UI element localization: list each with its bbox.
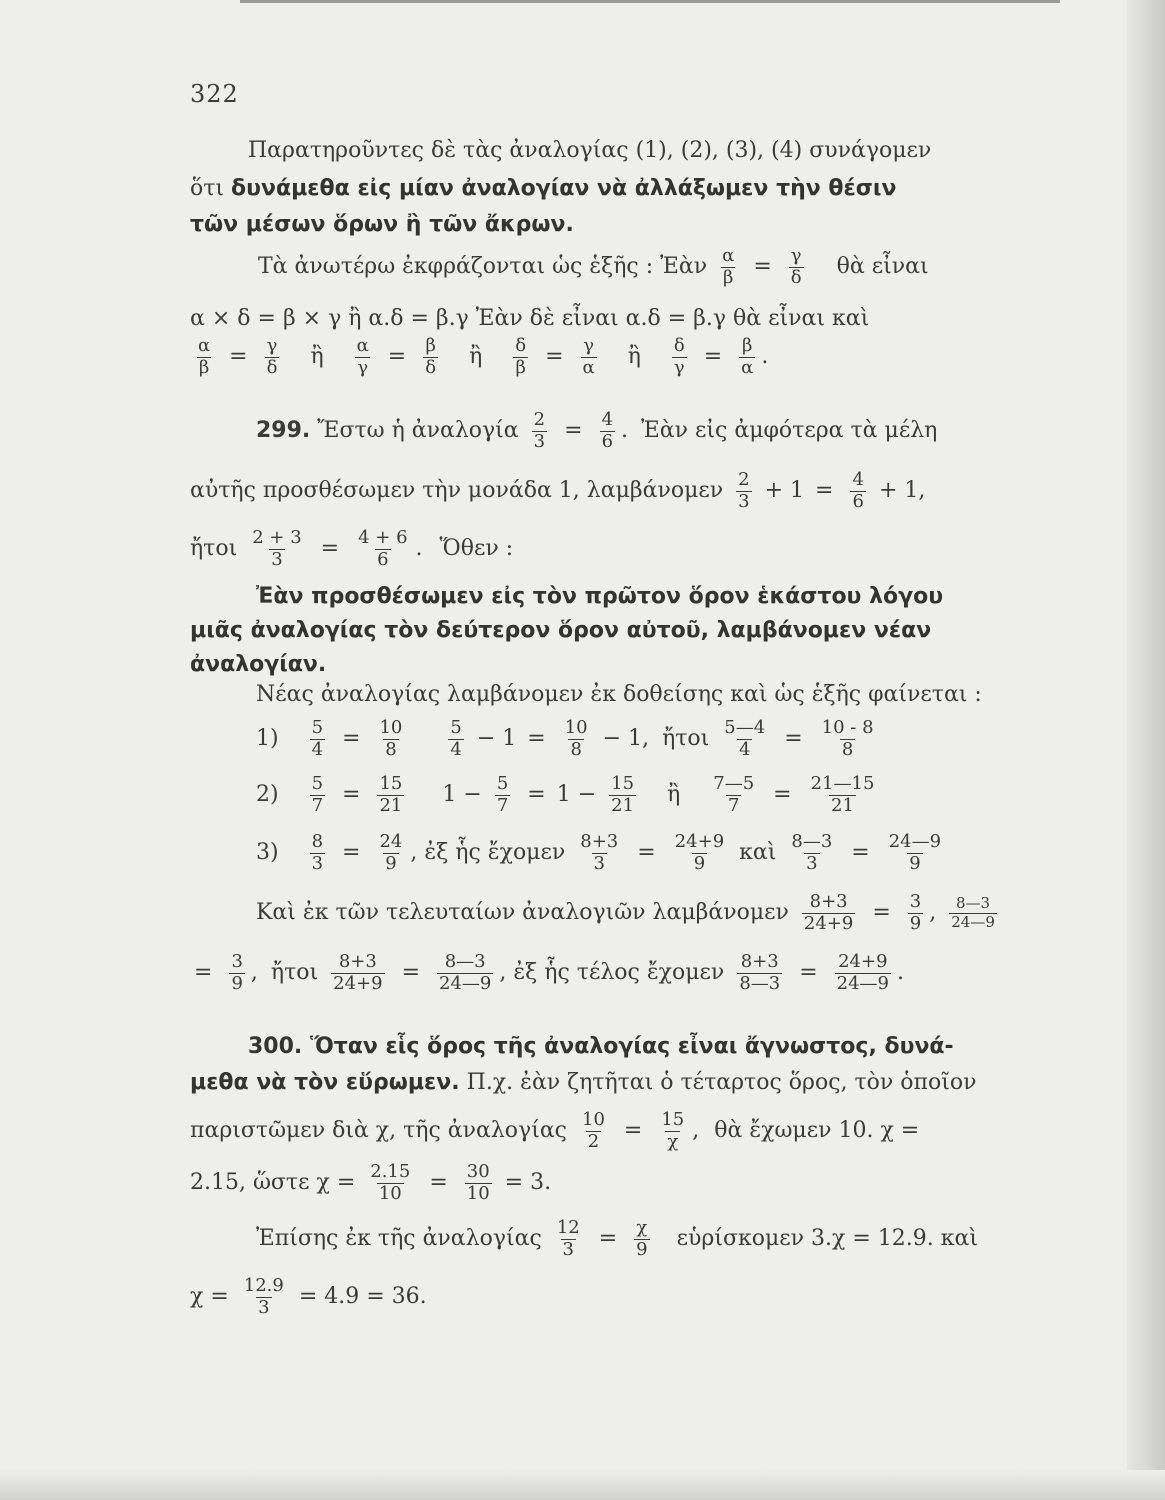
text: Τὰ ἀνωτέρω ἐκφράζονται ὡς ἑξῆς : Ἐὰν xyxy=(258,254,708,280)
fraction: $\frac{10}{8}$ xyxy=(379,717,403,760)
fraction: $\frac{10 - 8}{8}$ xyxy=(821,717,874,760)
paragraph-line: ἤτοι $\frac{2 + 3}{3}$ = $\frac{4 + 6}{6}$ . Ὅθεν : xyxy=(190,527,514,570)
fraction: $\frac{7—5}{7}$ xyxy=(713,773,755,816)
fraction: $\frac{8—3}{24—9}$ xyxy=(439,951,492,994)
paragraph-line: χ = $\frac{12.9}{3}$ = 4.9 = 36. xyxy=(190,1275,427,1318)
binding-shadow xyxy=(1127,0,1165,1500)
fraction: $\frac{3}{9}$ xyxy=(231,951,243,994)
fraction: $\frac{4}{6}$ xyxy=(852,469,864,512)
fraction: $\frac{\alpha}{\gamma}$ xyxy=(356,335,369,378)
fraction: $\frac{15}{21}$ xyxy=(379,773,403,816)
fraction: $\frac{24}{9}$ xyxy=(379,831,403,874)
case-3: 3) $\frac{8}{3}$ = $\frac{24}{9}$ , ἐξ ἧς ἔχομεν $\frac{8+3}{3}$ = $\frac{24+9}{9}$ καὶ $\frac{8—3}{3}$ = $\frac{24—9}{9}$ xyxy=(256,831,942,874)
fraction: $\frac{3}{9}$ xyxy=(909,891,922,934)
paragraph-line: παριστῶμεν διὰ χ, τῆς ἀναλογίας $\frac{10}{2}$ = $\frac{15}{\chi}$ , θὰ ἔχωμεν 10. χ = xyxy=(190,1109,920,1152)
fraction: $\frac{8+3}{3}$ xyxy=(580,831,619,874)
text: ὅτι xyxy=(190,176,225,201)
fraction: $\frac{10}{8}$ xyxy=(564,717,588,760)
fraction: $\frac{2 + 3}{3}$ xyxy=(252,527,302,570)
fraction: $\frac{5}{7}$ xyxy=(311,773,324,816)
fraction: $\frac{8+3}{24+9}$ xyxy=(333,951,383,994)
fraction: $\frac{10}{2}$ xyxy=(582,1109,605,1152)
paragraph-line: Παρατηρoῦντες δὲ τὰς ἀναλογίας (1), (2), (3), (4) συνάγομεν xyxy=(248,138,932,163)
fraction: $\frac{8}{3}$ xyxy=(311,831,324,874)
paragraph-line: αὐτῆς προσθέσωμεν τὴν μονάδα 1, λαμβάνομεν $\frac{2}{3}$ + 1 = $\frac{4}{6}$ + 1, xyxy=(190,469,926,512)
section-number: 300. xyxy=(248,1034,303,1059)
paragraph-line: 2.15, ὥστε χ = $\frac{2.15}{10}$ = $\frac{30}{10}$ = 3. xyxy=(190,1161,552,1204)
fraction: $\frac{8—3}{24—9}$ xyxy=(951,894,995,931)
paragraph-line: Ἐπίσης ἐκ τῆς ἀναλογίας $\frac{12}{3}$ = $\frac{\chi}{9}$ εὑρίσκομεν 3.χ = 12.9. καὶ xyxy=(256,1217,978,1260)
fraction: $\frac{\alpha}{\beta}$ xyxy=(722,245,735,288)
fraction: $\frac{24+9}{24—9}$ xyxy=(836,951,890,994)
page-top-edge xyxy=(240,0,1060,3)
equation-row: $\frac{\alpha}{\beta}$ = $\frac{\gamma}{\delta}$ ἢ $\frac{\alpha}{\gamma}$ = $\frac{\beta}{\delta}$ ἢ $\frac{\delta}{\beta}$ = $\frac{\gamma}{\alpha}$ ἢ $\frac{\delta}{\gamma}$ = $\frac{\beta}{\alpha}$ . xyxy=(198,335,769,378)
text: θὰ εἶναι xyxy=(836,254,929,280)
fraction: $\frac{5}{7}$ xyxy=(496,773,509,816)
paragraph-line: α × δ = β × γ ἢ α.δ = β.γ Ἐὰν δὲ εἶναι α.δ = β.γ θὰ εἶναι καὶ xyxy=(190,306,870,331)
fraction: $\frac{2}{3}$ xyxy=(738,469,750,512)
paragraph-line: Νέας ἀναλογίας λαμβάνομεν ἐκ δοθείσης καὶ ὡς ἑξῆς φαίνεται : xyxy=(256,682,982,707)
fraction: $\frac{24—9}{9}$ xyxy=(888,831,942,874)
rule-line: Ἐὰν προσθέσωμεν εἰς τὸν πρῶτον ὅρον ἑκάστου λόγου xyxy=(256,584,944,609)
fraction: $\frac{24+9}{9}$ xyxy=(674,831,725,874)
fraction: $\frac{2.15}{10}$ xyxy=(370,1161,411,1204)
fraction: $\frac{\delta}{\beta}$ xyxy=(515,335,527,378)
fraction: $\frac{\gamma}{\alpha}$ xyxy=(582,335,595,378)
fraction: $\frac{\beta}{\delta}$ xyxy=(425,335,437,378)
fraction: $\frac{\delta}{\gamma}$ xyxy=(673,335,685,378)
case-2: 2) $\frac{5}{7}$ = $\frac{15}{21}$ 1 − $\frac{5}{7}$ = 1 − $\frac{15}{21}$ ἢ $\frac{7—5}{7}$ = $\frac{21—15}{21}$ xyxy=(256,773,875,816)
fraction: $\frac{8+3}{8—3}$ xyxy=(739,951,781,994)
fraction: $\frac{5}{4}$ xyxy=(311,717,324,760)
bottom-shadow xyxy=(0,1470,1165,1500)
fraction: $\frac{12}{3}$ xyxy=(556,1217,580,1260)
fraction: $\frac{\gamma}{\delta}$ xyxy=(790,245,802,288)
fraction: $\frac{2}{3}$ xyxy=(533,409,546,452)
fraction: $\frac{\beta}{\alpha}$ xyxy=(741,335,754,378)
section-number: 299. xyxy=(256,418,311,444)
paragraph-line xyxy=(190,178,896,200)
paragraph-line: Τὰ ἀνωτέρω ἐκφράζονται ὡς ἑξῆς : Ἐὰν $\frac{\alpha}{\beta}$ = $\frac{\gamma}{\delta}$ θὰ εἶναι xyxy=(258,245,929,288)
fraction: $\frac{5—4}{4}$ xyxy=(724,717,766,760)
fraction: $\frac{\alpha}{\beta}$ xyxy=(198,335,211,378)
fraction: $\frac{12.9}{3}$ xyxy=(243,1275,284,1318)
rule-line: μιᾶς ἀναλογίας τὸν δεύτερον ὅρον αὐτοῦ, λαμβάνομεν νέαν xyxy=(190,618,932,643)
fraction: $\frac{21—15}{21}$ xyxy=(810,773,875,816)
fraction: $\frac{\gamma}{\delta}$ xyxy=(266,335,278,378)
bold-line: τῶν μέσων ὅρων ἢ τῶν ἄκρων. xyxy=(190,212,574,237)
fraction: $\frac{4 + 6}{6}$ xyxy=(358,527,408,570)
paragraph-line: Καὶ ἐκ τῶν τελευταίων ἀναλογιῶν λαμβάνομεν $\frac{8+3}{24+9}$ = $\frac{3}{9}$ , $\frac{8—3}{24—9}$ xyxy=(256,891,995,934)
case-1: 1) $\frac{5}{4}$ = $\frac{10}{8}$ $\frac{5}{4}$ − 1 = $\frac{10}{8}$ − 1, ἤτοι $\frac{5—4}{4}$ = $\frac{10 - 8}{8}$ xyxy=(256,717,874,760)
fraction: $\frac{15}{\chi}$ xyxy=(661,1109,685,1152)
bold-text: δυνάμεθα εἰς μίαν ἀναλογίαν νὰ ἀλλάξωμεν τὴν θέσιν xyxy=(231,176,897,201)
fraction: $\frac{5}{4}$ xyxy=(450,717,462,760)
fraction: $\frac{30}{10}$ xyxy=(466,1161,490,1204)
section-300-heading: 300. Ὅταν εἷς ὅρος τῆς ἀναλογίας εἶναι ἄγνωστος, δυνά- xyxy=(248,1034,954,1059)
page-number: 322 xyxy=(190,80,239,108)
fraction: $\frac{8+3}{24+9}$ xyxy=(803,891,854,934)
fraction: $\frac{8—3}{3}$ xyxy=(791,831,833,874)
section-299-line: 299. Ἔστω ἡ ἀναλογία $\frac{2}{3}$ = $\frac{4}{6}$ . Ἐὰν εἰς ἀμφότερα τὰ μέλη xyxy=(256,409,938,452)
paragraph-line: = $\frac{3}{9}$ , ἤτοι $\frac{8+3}{24+9}$ = $\frac{8—3}{24—9}$ , ἐξ ἧς τέλος ἔχομεν $\frac{8+3}{8—3}$ = $\frac{24+9}{24—9}$ . xyxy=(194,951,905,994)
paragraph-line: μεθα νὰ τὸν εὕρωμεν. Π.χ. ἐὰν ζητῆται ὁ τέταρτος ὅρος, τὸν ὁποῖον xyxy=(190,1070,977,1095)
rule-line: ἀναλογίαν. xyxy=(190,652,327,677)
fraction: $\frac{\chi}{9}$ xyxy=(636,1217,648,1260)
fraction: $\frac{15}{21}$ xyxy=(611,773,635,816)
fraction: $\frac{4}{6}$ xyxy=(601,409,614,452)
